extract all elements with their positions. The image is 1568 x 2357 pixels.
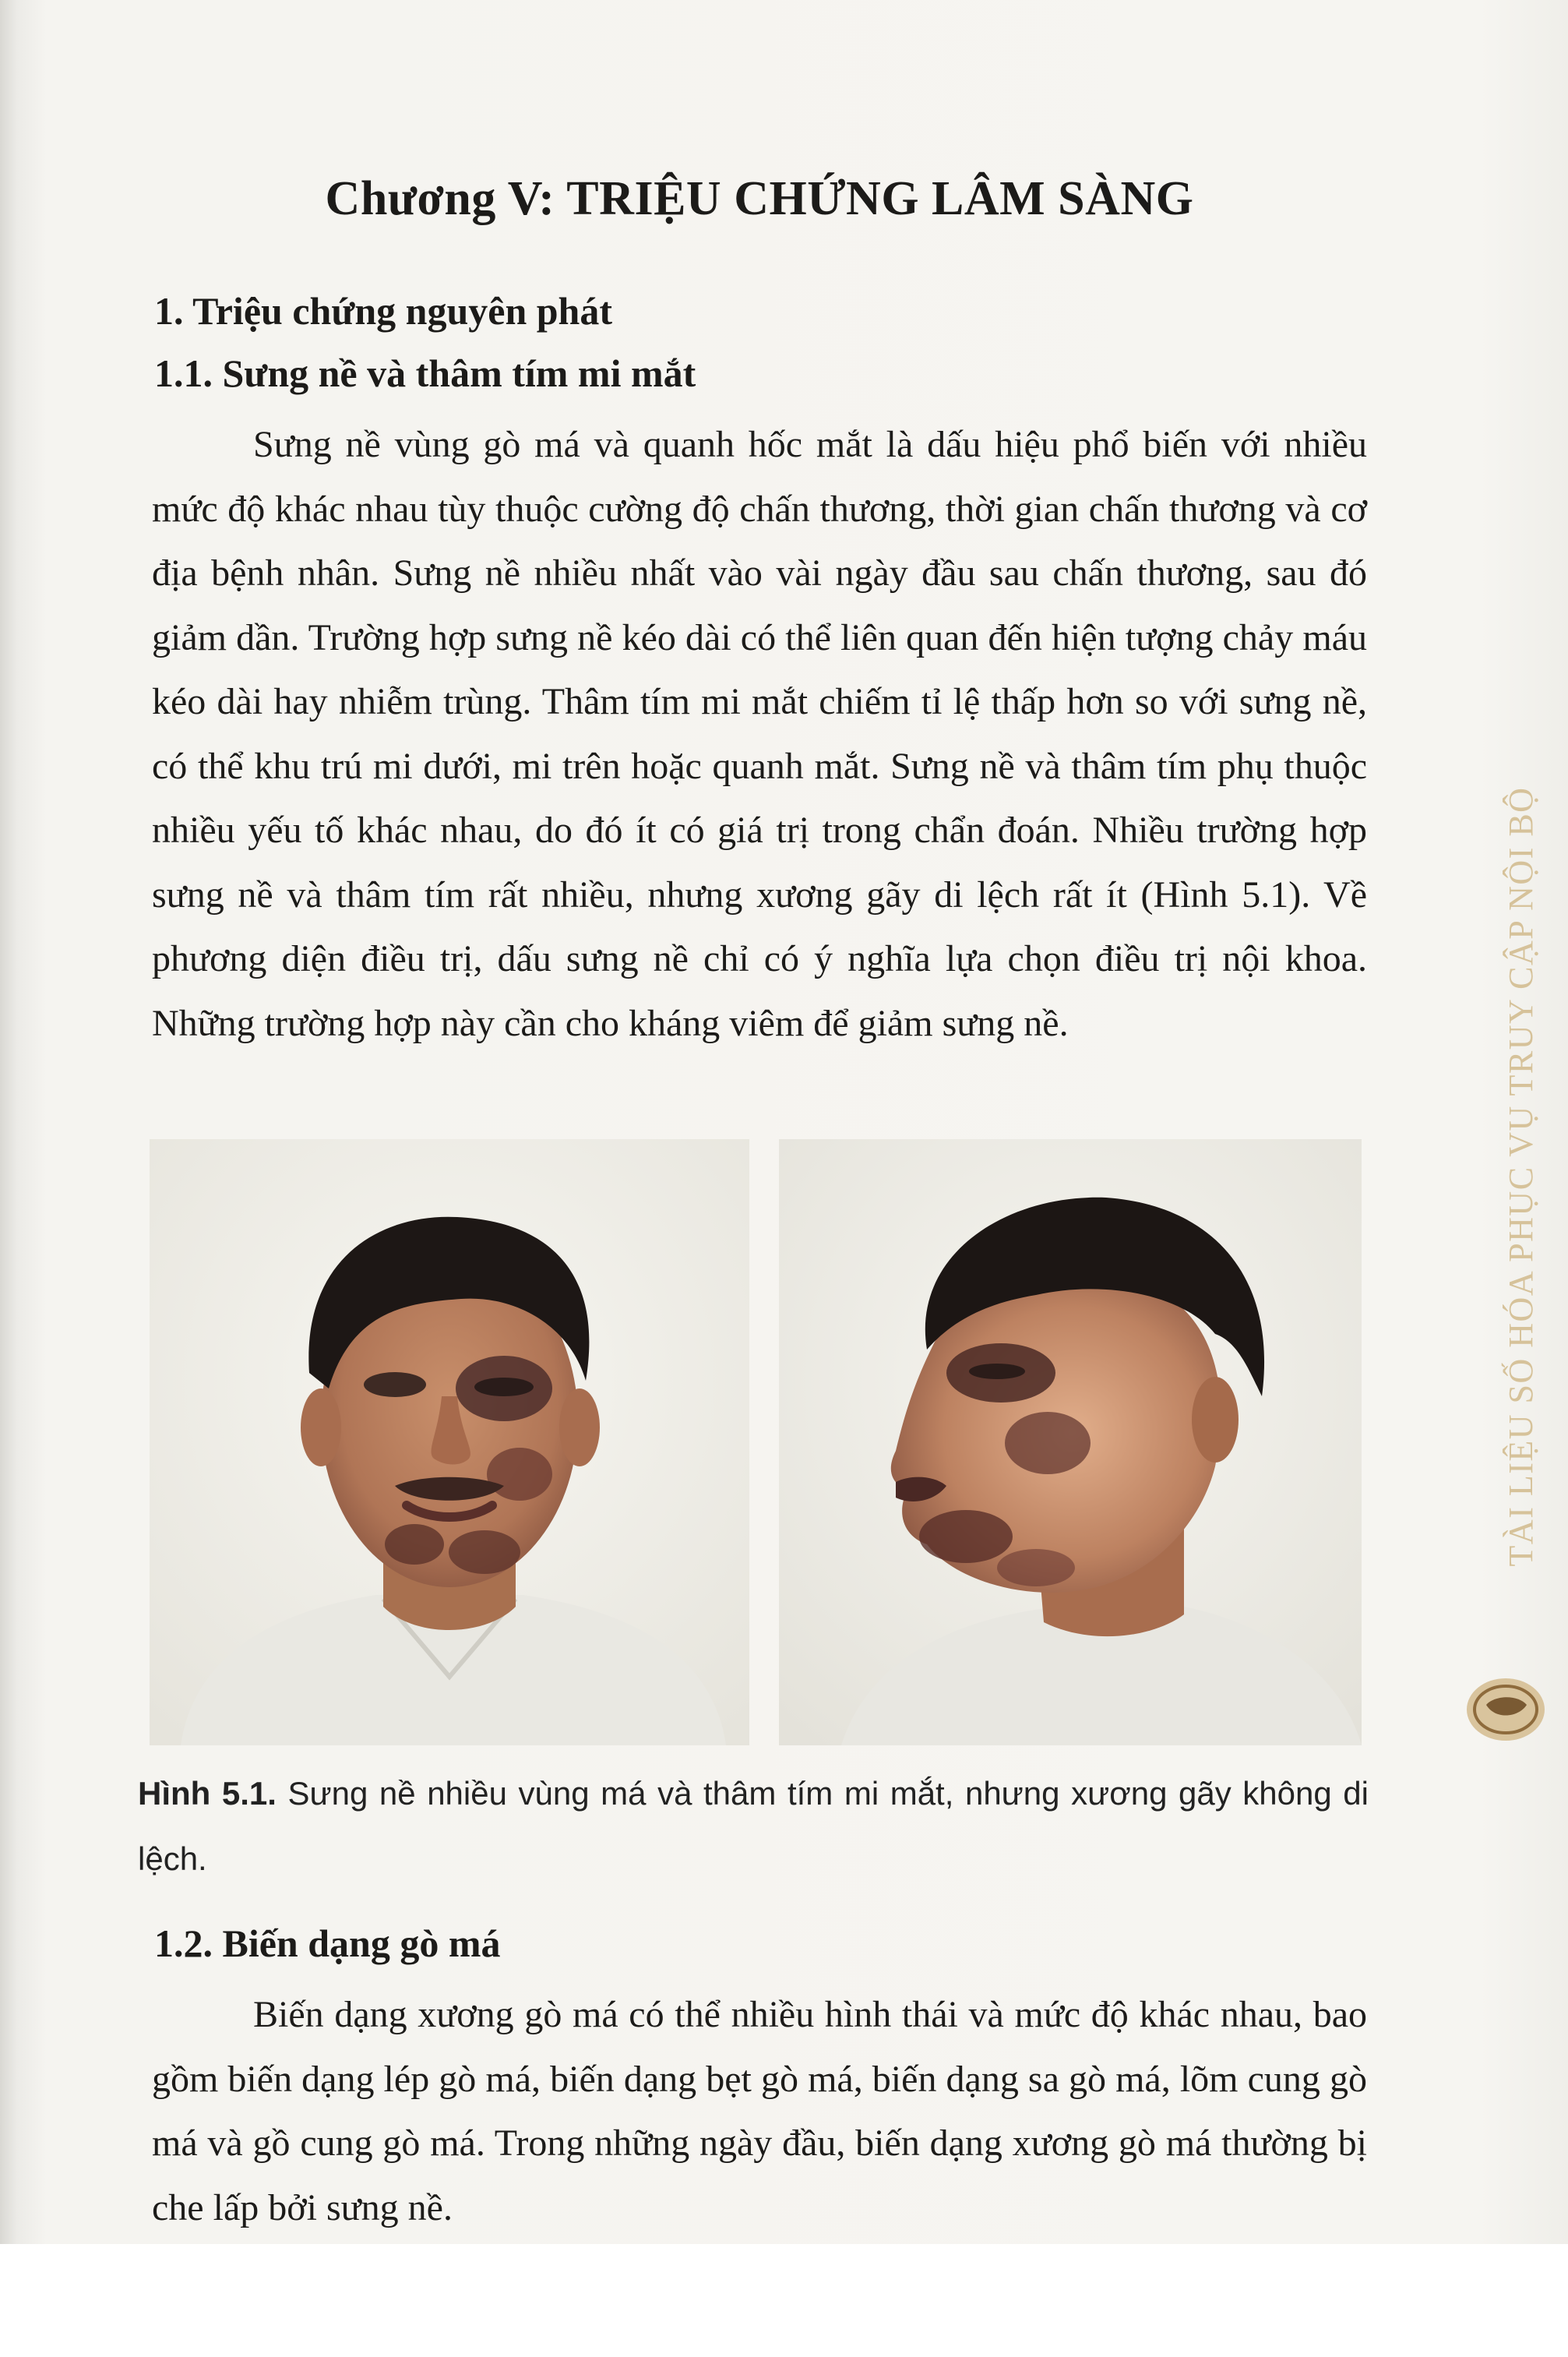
section-heading-1-2: 1.2. Biến dạng gò má xyxy=(154,1921,501,1965)
figure-caption-text: Sưng nề nhiều vùng má và thâm tím mi mắt, nhưng xương gãy không di lệch. xyxy=(138,1775,1369,1877)
scan-margin xyxy=(0,2244,1568,2357)
figure-photo-front xyxy=(150,1139,749,1745)
section-heading-1: 1. Triệu chứng nguyên phát xyxy=(154,289,613,333)
library-seal-icon xyxy=(1463,1674,1549,1745)
paragraph-deformity: Biến dạng xương gò má có thể nhiều hình thái và mức độ khác nhau, bao gồm biến dạng lép gò má, biến dạng bẹt gò má, biến dạng sa gò má, lõm cung gò má và gồ cung gò má. Trong những ngày đầu, biến dạng xương gò má thường bị che lấp bởi sưng nề. xyxy=(152,1994,1367,2228)
figure-photo-side xyxy=(779,1139,1362,1745)
library-watermark: TÀI LIỆU SỐ HÓA PHỤC VỤ TRUY CẬP NỘI BỘ xyxy=(1502,786,1540,1567)
chapter-title: Chương V: TRIỆU CHỨNG LÂM SÀNG xyxy=(325,172,1194,225)
section-heading-1-1: 1.1. Sưng nề và thâm tím mi mắt xyxy=(154,351,696,395)
figure-caption xyxy=(138,1761,1369,1892)
figure-label: Hình 5.1. xyxy=(138,1775,277,1812)
paragraph-swelling: Sưng nề vùng gò má và quanh hốc mắt là dấu hiệu phổ biến với nhiều mức độ khác nhau tùy thuộc cường độ chấn thương, thời gian chấn thương và cơ địa bệnh nhân. Sưng nề nhiều nhất vào vài ngày đầu sau chấn thương, sau đó giảm dần. Trường hợp sưng nề kéo dài có thể liên quan đến hiện tượng chảy máu kéo dài hay nhiễm trùng. Thâm tím mi mắt chiếm tỉ lệ thấp hơn so với sưng nề, có thể khu trú mi dưới, mi trên hoặc quanh mắt. Sưng nề và thâm tím phụ thuộc nhiều yếu tố khác nhau, do đó ít có giá trị trong chẩn đoán. Nhiều trường hợp sưng nề và thâm tím rất nhiều, nhưng xương gãy di lệch rất ít (Hình 5.1). Về phương diện điều trị, dấu sưng nề chỉ có ý nghĩa lựa chọn điều trị nội khoa. Những trường hợp này cần cho kháng viêm để giảm sưng nề. xyxy=(152,424,1367,1044)
